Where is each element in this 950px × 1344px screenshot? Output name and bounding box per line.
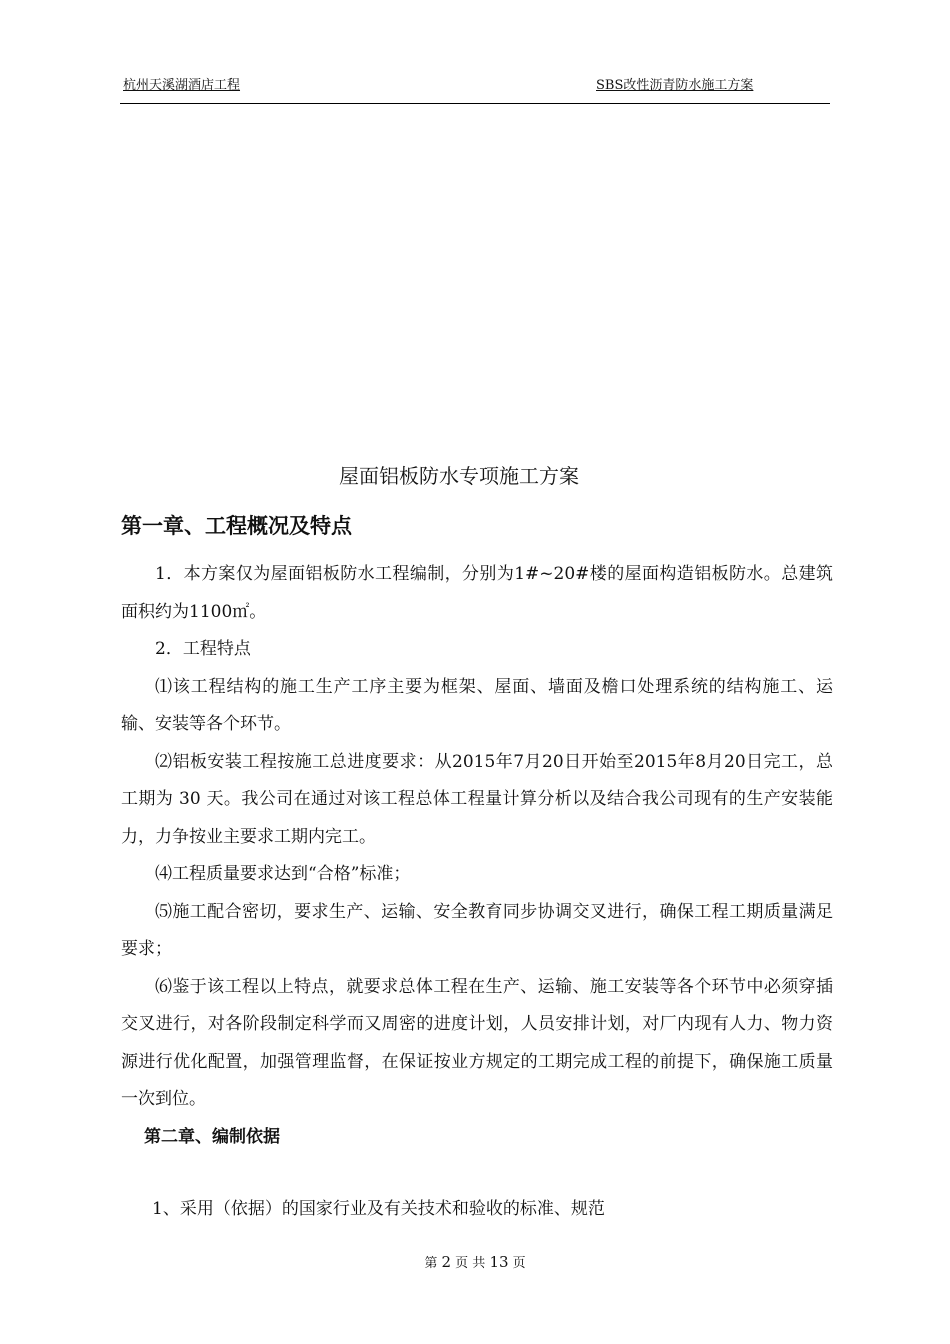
header-document-name: SBS改性沥青防水施工方案: [596, 78, 754, 93]
chapter-1-body: [121, 556, 833, 1119]
footer-middle: 页 共: [455, 1256, 486, 1271]
footer-total-pages: 13: [489, 1253, 509, 1271]
chapter-1-heading: 第一章、工程概况及特点: [121, 514, 352, 538]
page-footer: [0, 1252, 950, 1271]
paragraph-features-heading: 2．工程特点: [155, 639, 251, 659]
basis-item-1: 1、采用（依据）的国家行业及有关技术和验收的标准、规范: [152, 1199, 605, 1219]
page-header: [120, 70, 830, 104]
header-rule: [120, 103, 830, 104]
document-title: 屋面铝板防水专项施工方案: [339, 464, 579, 488]
footer-page-number: 2: [441, 1253, 452, 1271]
paragraph-feature-5: ⑸施工配合密切，要求生产、运输、安全教育同步协调交叉进行，确保工程工期质量满足要求；: [121, 901, 833, 959]
footer-prefix: 第: [424, 1256, 438, 1271]
paragraph-scope: 1．本方案仅为屋面铝板防水工程编制，分别为1#~20#楼的屋面构造铝板防水。总建筑面积约为1100㎡。: [121, 564, 833, 622]
chapter-2-heading: 第二章、编制依据: [144, 1127, 280, 1147]
paragraph-feature-6: ⑹鉴于该工程以上特点，就要求总体工程在生产、运输、施工安装等各个环节中必须穿插交叉进行，对各阶段制定科学而又周密的进度计划，人员安排计划，对厂内现有人力、物力资源进行优化配置，加强管理监督，在保证按业方规定的工期完成工程的前提下，确保施工质量一次到位。: [121, 976, 833, 1109]
paragraph-feature-2: ⑵铝板安装工程按施工总进度要求：从2015年7月20日开始至2015年8月20日完工，总工期为 30 天。我公司在通过对该工程总体工程量计算分析以及结合我公司现有的生产安装能力，力争按业主要求工期内完工。: [121, 751, 833, 847]
paragraph-feature-1: ⑴该工程结构的施工生产工序主要为框架、屋面、墙面及檐口处理系统的结构施工、运输、安装等各个环节。: [121, 676, 833, 734]
paragraph-feature-4: ⑷工程质量要求达到“合格”标准；: [155, 864, 411, 884]
header-project-name: 杭州天溪湖酒店工程: [123, 78, 241, 93]
footer-suffix: 页: [512, 1256, 526, 1271]
